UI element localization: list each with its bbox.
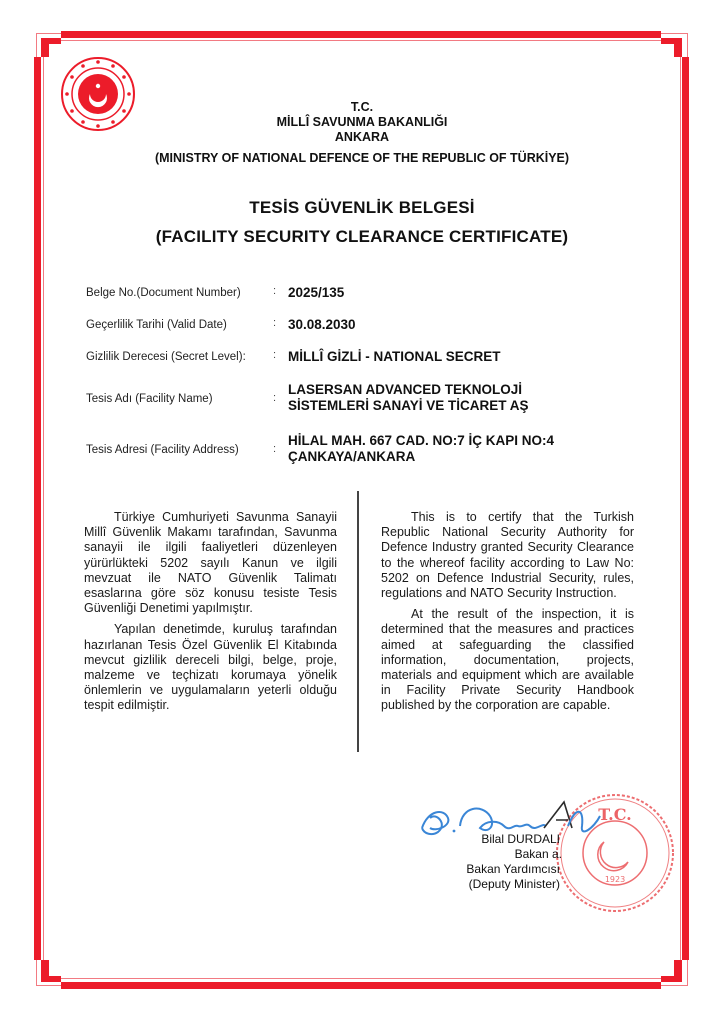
body-english [381,510,634,720]
field-value-line1: LASERSAN ADVANCED TEKNOLOJİ [288,382,523,397]
field-colon: : [273,285,277,297]
signatory-name: Bilal DURDALI [481,832,560,846]
border-left-band [34,57,41,960]
field-label: Tesis Adı (Facility Name) [86,393,213,405]
field-label: Geçerlilik Tarihi (Valid Date) [86,319,227,331]
header-city: ANKARA [334,130,390,144]
column-divider [357,491,359,752]
field-value: MİLLÎ GİZLİ - NATIONAL SECRET [288,349,501,364]
corner-step-tl-v [41,38,49,57]
field-value: 2025/135 [288,285,345,300]
border-bottom-band [61,982,661,989]
body-en-paragraph-2: At the result of the inspection, it is determined that the measures and practices aimed at safeguarding the classified information, documentation, projects, materials and equipment which are available in Facility Private Security Handbook published by the corporation are capable. [381,607,634,713]
corner-step-tr-v [674,38,682,57]
field-colon: : [273,317,277,329]
header-ministry: MİLLÎ SAVUNMA BAKANLIĞI [276,115,448,129]
field-value-line2: ÇANKAYA/ANKARA [288,449,416,464]
border-right-band [682,57,689,960]
body-tr-paragraph-2: Yapılan denetimde, kuruluş tarafından hazırlanan Tesis Özel Güvenlik El Kitabında mevcut gizlilik dereceli bilgi, belge, proje, malzeme ve teçhizatı korumaya yönelik önlemlerin ve uygulamaların yeterli olduğu tespit edilmiştir. [84,622,337,713]
signatory-title-tr: Bakan Yardımcısı [466,862,560,876]
field-label: Tesis Adresi (Facility Address) [86,444,239,456]
title-english: (FACILITY SECURITY CLEARANCE CERTIFICATE) [155,227,569,246]
corner-step-bl-v [41,960,49,982]
title-turkish: TESİS GÜVENLİK BELGESİ [249,198,475,217]
field-colon: : [273,443,277,455]
field-label: Gizlilik Derecesi (Secret Level): [86,351,246,363]
field-value-line1: HİLAL MAH. 667 CAD. NO:7 İÇ KAPI NO:4 [288,433,555,448]
border-top-band [61,31,661,38]
stamp-tc-text: T.C. [598,805,632,824]
body-en-paragraph-1: This is to certify that the Turkish Republic National Security Authority for Defence Industry granted Security Clearance to the whereof facility according to Law No: 5202 on Defence Industrial Security, rules, regulations and NATO Security Instruction. [381,510,634,601]
field-label: Belge No.(Document Number) [86,287,241,299]
field-value: 30.08.2030 [288,317,356,332]
body-tr-paragraph-1: Türkiye Cumhuriyeti Savunma Sanayii Millî Güvenlik Makamı tarafından, Savunma sanayii ile ilgili faaliyetleri düzenleyen yürürlükteki 5202 sayılı Kanun ve ilgili mevzuat ile NATO Güvenlik Talimatı esaslarına göre söz konusu tesiste Tesis Güvenliği Denetimi yapılmıştır. [84,510,337,616]
signatory-on-behalf: Bakan a. [514,847,562,861]
stamp-year-text: 1923 [604,875,626,884]
signatory-title-en: (Deputy Minister) [468,877,560,891]
field-value-line2: SİSTEMLERİ SANAYİ VE TİCARET AŞ [288,398,529,413]
field-colon: : [273,392,277,404]
header-tc: T.C. [350,100,374,114]
corner-step-br-v [674,960,682,982]
header-english: (MINISTRY OF NATIONAL DEFENCE OF THE REPUBLIC OF TÜRKİYE) [154,151,570,165]
field-colon: : [273,349,277,361]
body-turkish [84,510,337,720]
